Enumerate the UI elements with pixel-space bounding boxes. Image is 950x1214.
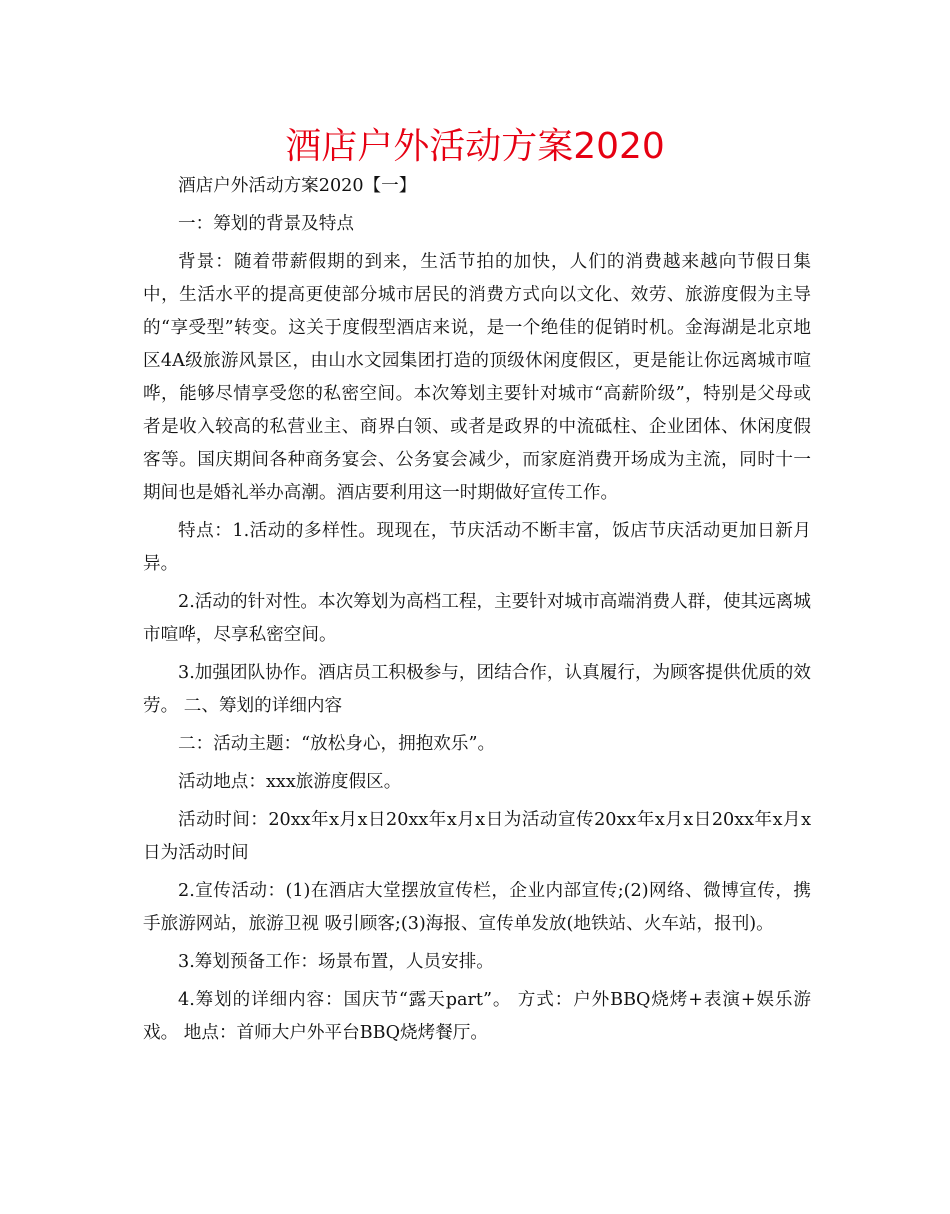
- paragraph-background-heading: 一：筹划的背景及特点: [178, 214, 354, 234]
- paragraph-time: 活动时间：20xx年x月x日20xx年x月x日为活动宣传20xx年x月x日20xx年x月x日为活动时间: [143, 810, 811, 863]
- paragraph-location: 活动地点：xxx旅游度假区。: [178, 772, 402, 792]
- paragraph-details: 4.筹划的详细内容：国庆节“露天part”。 方式：户外BBQ烧烤+表演+娱乐游戏。 地点：首师大户外平台BBQ烧烤餐厅。: [143, 990, 811, 1043]
- paragraph-theme: 二：活动主题：“放松身心，拥抱欢乐”。: [178, 734, 496, 754]
- paragraph-feature-2: 2.活动的针对性。本次筹划为高档工程，主要针对城市高端消费人群，使其远离城市喧哗，尽享私密空间。: [143, 592, 811, 645]
- paragraph-promotion: 2.宣传活动：(1)在酒店大堂摆放宣传栏，企业内部宣传;(2)网络、微博宣传，携手旅游网站，旅游卫视 吸引顾客;(3)海报、宣传单发放(地铁站、火车站，报刊)。: [143, 881, 811, 934]
- paragraph-background: 背景：随着带薪假期的到来，生活节拍的加快，人们的消费越来越向节假日集中，生活水平的提高更使部分城市居民的消费方式向以文化、效劳、旅游度假为主导的“享受型”转变。这关于度假型酒店来说，是一个绝佳的促销时机。金海湖是北京地区4A级旅游风景区，由山水文园集团打造的顶级休闲度假区，更是能让你远离城市喧哗，能够尽情享受您的私密空间。本次筹划主要针对城市“高薪阶级”，特别是父母或者是收入较高的私营业主、商界白领、或者是政界的中流砥柱、企业团体、休闲度假客等。国庆期间各种商务宴会、公务宴会减少，而家庭消费开场成为主流，同时十一期间也是婚礼举办高潮。酒店要利用这一时期做好宣传工作。: [143, 252, 811, 503]
- paragraph-section-heading: 酒店户外活动方案2020【一】: [178, 176, 417, 196]
- paragraph-feature-1: 特点：1.活动的多样性。现现在，节庆活动不断丰富，饭店节庆活动更加日新月异。: [143, 521, 811, 574]
- document-title: 酒店户外活动方案2020: [285, 126, 665, 167]
- document-body: [143, 170, 811, 1055]
- paragraph-preparation: 3.筹划预备工作：场景布置，人员安排。: [178, 952, 494, 972]
- paragraph-feature-3: 3.加强团队协作。酒店员工积极参与，团结合作，认真履行，为顾客提供优质的效劳。 二、筹划的详细内容: [143, 663, 811, 716]
